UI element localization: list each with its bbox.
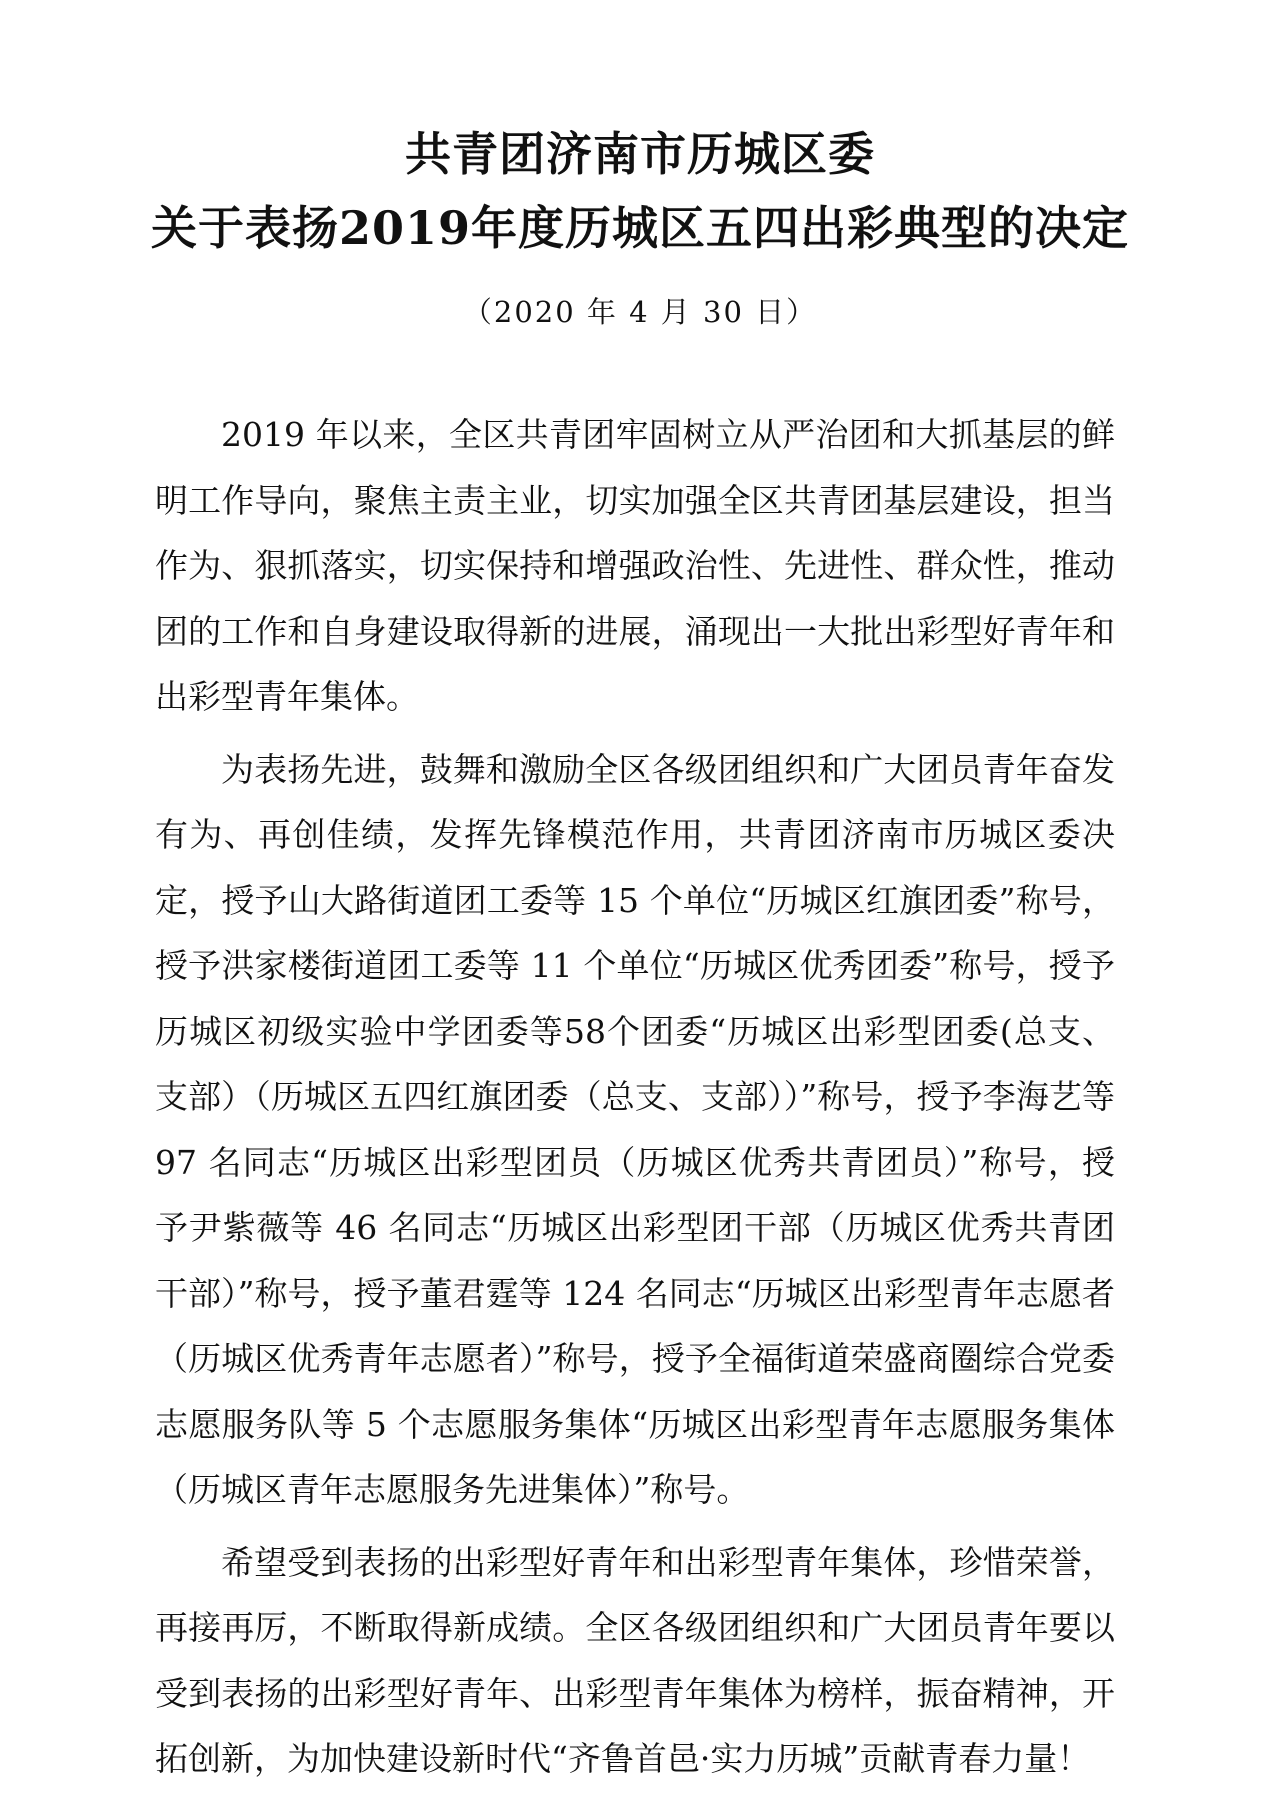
document-date: （2020 年 4 月 30 日） bbox=[462, 295, 818, 329]
document-body bbox=[155, 402, 1115, 1799]
document-title-line2: 关于表扬2019年度历城区五四出彩典型的决定 bbox=[150, 201, 1130, 255]
document-title-line1: 共青团济南市历城区委 bbox=[405, 127, 875, 181]
paragraph-1: 2019 年以来，全区共青团牢固树立从严治团和大抓基层的鲜明工作导向，聚焦主责主业，切实加强全区共青团基层建设，担当作为、狠抓落实，切实保持和增强政治性、先进性、群众性，推动团的工作和自身建设取得新的进展，涌现出一大批出彩型好青年和出彩型青年集体。 bbox=[155, 415, 1115, 716]
paragraph-3: 希望受到表扬的出彩型好青年和出彩型青年集体，珍惜荣誉，再接再厉，不断取得新成绩。全区各级团组织和广大团员青年要以受到表扬的出彩型好青年、出彩型青年集体为榜样，振奋精神，开拓创新，为加快建设新时代“齐鲁首邑·实力历城”贡献青春力量！ bbox=[155, 1542, 1115, 1778]
paragraph-2: 为表扬先进，鼓舞和激励全区各级团组织和广大团员青年奋发有为、再创佳绩，发挥先锋模范作用，共青团济南市历城区委决定，授予山大路街道团工委等 15 个单位“历城区红旗团委”称号，授予洪家楼街道团工委等 11 个单位“历城区优秀团委”称号，授予历城区初级实验中学团委等58个团委“历城区出彩型团委(总支、支部）（历城区五四红旗团委（总支、支部））”称号，授予李海艺等 97 名同志“历城区出彩型团员（历城区优秀共青团员）”称号，授予尹紫薇等 46 名同志“历城区出彩型团干部（历城区优秀共青团干部）”称号，授予董君霆等 124 名同志“历城区出彩型青年志愿者（历城区优秀青年志愿者）”称号，授予全福街道荣盛商圈综合党委志愿服务队等 5 个志愿服务集体“历城区出彩型青年志愿服务集体（历城区青年志愿服务先进集体）”称号。 bbox=[155, 749, 1115, 1509]
